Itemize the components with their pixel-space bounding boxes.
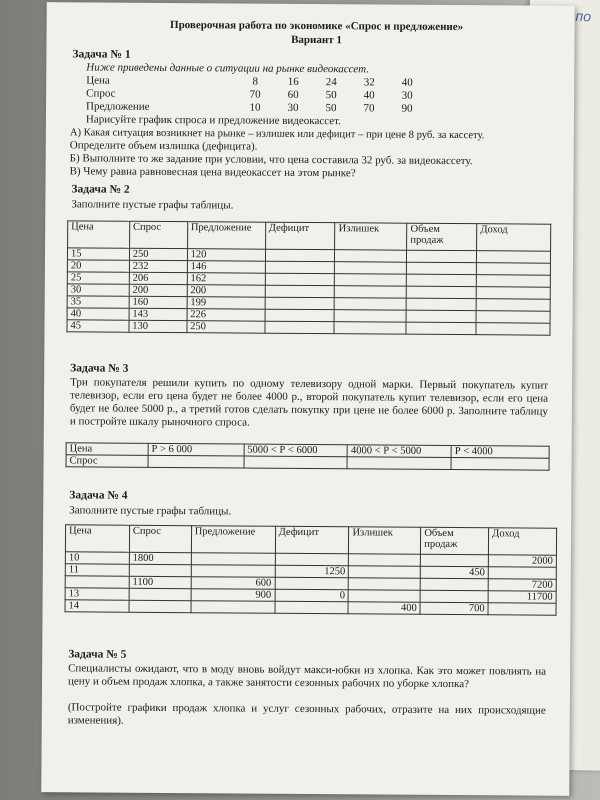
table-cell xyxy=(335,310,407,323)
table-cell: 232 xyxy=(129,260,187,272)
table-cell: 200 xyxy=(129,284,187,296)
table-cell: 226 xyxy=(187,309,265,322)
table-cell: 25 xyxy=(67,272,129,284)
table-cell xyxy=(265,273,335,285)
table-cell xyxy=(476,287,550,300)
task4-heading: Задача № 4 xyxy=(69,489,128,502)
table-header-cell: Объем продаж xyxy=(421,527,489,554)
table-cell xyxy=(265,321,335,333)
table-header-cell: Р > 6 000 xyxy=(148,443,244,456)
worksheet xyxy=(41,2,575,796)
table-header-cell: Объем продаж xyxy=(407,223,477,250)
table-cell: 143 xyxy=(129,308,187,320)
table-cell: 11700 xyxy=(488,591,556,603)
table-cell: 0 xyxy=(275,589,349,602)
table-cell xyxy=(476,275,550,288)
task1-cell: 10 xyxy=(249,101,261,114)
table-cell: 14 xyxy=(65,600,129,612)
table-cell xyxy=(488,603,556,615)
table-cell: 35 xyxy=(67,296,129,308)
task2-table xyxy=(66,220,551,335)
table-cell: 20 xyxy=(67,260,129,272)
table-header-cell: Предложение xyxy=(187,222,265,250)
task5-heading: Задача № 5 xyxy=(68,648,127,661)
table-cell xyxy=(477,251,551,264)
table-cell: 15 xyxy=(67,248,129,260)
table-header-cell: Доход xyxy=(489,528,557,555)
table-cell: 10 xyxy=(65,552,129,564)
table-cell: 200 xyxy=(187,285,265,298)
table-cell: 1100 xyxy=(129,576,191,588)
table-cell: 160 xyxy=(129,296,187,308)
task1-cell: 70 xyxy=(363,102,375,115)
table-header-cell: Доход xyxy=(477,224,551,252)
variant-label: Вариант 1 xyxy=(291,33,342,47)
table-cell xyxy=(129,564,191,576)
task5-text: Специалисты ожидают, что в моду вновь войдут макси-юбки из хлопка. Как это может повлиять на цену и объем продаж хлопка, а также занятости сезонных рабочих по уборке хлопка? xyxy=(67,662,547,691)
table-cell xyxy=(406,310,476,322)
table-header-cell: 5000 < Р < 6000 xyxy=(244,444,348,457)
table-cell: 199 xyxy=(187,297,265,310)
page-title: Проверочная работа по экономике «Спрос и предложение» xyxy=(169,19,464,34)
table-cell: 450 xyxy=(421,566,489,578)
back-page-handwriting-top: по xyxy=(575,7,592,25)
table-cell: 40 xyxy=(67,308,129,320)
task1-intro: Ниже приведены данные о ситуации на рынке видеокассет. xyxy=(86,61,370,76)
table-cell xyxy=(265,297,335,309)
task1-row-label: Предложение xyxy=(85,100,150,113)
table-cell xyxy=(476,311,550,324)
table-header-cell: Дефицит xyxy=(275,526,349,554)
table-cell: 900 xyxy=(191,589,275,602)
task2-heading: Задача № 2 xyxy=(71,183,130,196)
task2-intro: Заполните пустые графы таблицы. xyxy=(71,198,234,212)
table-cell xyxy=(275,601,349,614)
table-cell xyxy=(335,298,407,311)
table-header-cell: Излишек xyxy=(349,527,421,555)
table-header-cell: Р < 4000 xyxy=(451,446,549,459)
table-header-cell: Спрос xyxy=(129,525,191,552)
table-cell xyxy=(488,567,556,579)
task1-cell: 16 xyxy=(287,75,299,88)
table-cell xyxy=(349,566,421,579)
task1-question-b: Б) Выполните то же задание при условии, что цена составила 32 руб. за видеокассету. xyxy=(69,152,473,168)
table-cell xyxy=(407,286,477,298)
table-cell: 45 xyxy=(67,320,129,332)
task1-cell: 30 xyxy=(401,89,413,102)
table-cell: 2000 xyxy=(488,555,556,567)
table-cell xyxy=(148,455,244,468)
table-cell xyxy=(407,274,477,286)
table-cell xyxy=(407,250,477,262)
task1-cell: 60 xyxy=(287,88,299,101)
table-cell xyxy=(421,554,489,566)
table-cell xyxy=(406,298,476,310)
table-cell xyxy=(335,286,407,299)
table-header-cell: Спрос xyxy=(129,221,187,248)
table-header-cell: Предложение xyxy=(191,526,275,554)
table-header-cell: Излишек xyxy=(335,223,407,251)
task4-table xyxy=(65,524,558,615)
table-cell xyxy=(335,250,407,263)
task1-question-a-volume: Определите объем излишка (дефицита). xyxy=(69,139,258,153)
table-cell xyxy=(191,601,275,614)
task1-question-a: А) Какая ситуация возникнет на рынке – излишек или дефицит – при цене 8 руб. за кассету. xyxy=(69,127,485,142)
task1-cell: 50 xyxy=(325,102,337,115)
table-cell: 7200 xyxy=(488,579,556,591)
table-cell xyxy=(477,263,551,276)
table-cell: 1800 xyxy=(129,552,191,564)
table-cell xyxy=(265,261,335,273)
task1-cell: 30 xyxy=(287,101,299,114)
table-header-row xyxy=(65,525,556,555)
table-cell xyxy=(191,565,275,578)
task1-question-c: В) Чему равна равновесная цена видеокассет на этом рынке? xyxy=(69,165,356,180)
table-cell xyxy=(191,553,275,566)
table-cell xyxy=(476,299,550,312)
table-cell: 13 xyxy=(65,588,129,600)
table-cell: 700 xyxy=(420,602,488,614)
task1-cell: 50 xyxy=(325,89,337,102)
task1-cell: 90 xyxy=(401,102,413,115)
table-cell: 30 xyxy=(67,284,129,296)
table-cell xyxy=(129,600,191,612)
task1-cell: 40 xyxy=(401,76,413,89)
table-row xyxy=(67,320,550,335)
table-cell xyxy=(129,588,191,600)
table-cell xyxy=(420,590,488,602)
table-cell: 1250 xyxy=(275,565,349,578)
task1-cell: 70 xyxy=(249,88,261,101)
task1-draw-instruction: Нарисуйте график спроса и предложение видеокассет. xyxy=(85,113,341,128)
table-header-row xyxy=(68,221,551,251)
task4-intro: Заполните пустые графы таблицы. xyxy=(69,504,232,518)
table-cell xyxy=(349,590,421,603)
table-cell xyxy=(265,249,335,261)
task1-heading: Задача № 1 xyxy=(72,48,131,61)
table-cell: 600 xyxy=(191,577,275,590)
task3-heading: Задача № 3 xyxy=(70,362,129,375)
table-row-label: Спрос xyxy=(66,455,148,468)
table-cell xyxy=(349,554,421,567)
table-cell: 120 xyxy=(187,249,265,262)
table-row xyxy=(65,600,556,615)
table-cell xyxy=(476,323,550,336)
table-cell xyxy=(65,576,129,588)
table-cell xyxy=(420,578,488,590)
table-cell xyxy=(451,458,549,471)
table-cell: 11 xyxy=(65,564,129,576)
task1-row-label: Спрос xyxy=(86,87,116,100)
task1-cell: 8 xyxy=(252,75,259,88)
table-header-cell: 4000 < Р < 5000 xyxy=(348,445,452,458)
task1-cell: 24 xyxy=(325,76,337,89)
table-cell: 130 xyxy=(129,320,187,332)
task1-row-label: Цена xyxy=(86,74,110,87)
table-cell xyxy=(275,553,349,566)
task1-cell: 40 xyxy=(363,89,375,102)
table-cell xyxy=(335,262,407,275)
table-cell xyxy=(265,309,335,321)
table-cell: 250 xyxy=(187,321,265,334)
task3-table xyxy=(66,442,550,470)
table-cell xyxy=(265,285,335,297)
table-cell xyxy=(406,322,476,334)
table-cell: 146 xyxy=(187,261,265,274)
table-cell xyxy=(347,457,451,470)
table-header-cell: Цена xyxy=(66,443,148,456)
table-cell: 206 xyxy=(129,272,187,284)
task3-text: Три покупателя решили купить по одному телевизору одной марки. Первый покупатель купит телевизор, если его цена будет не более 4000 р., второй покупатель купит телевизор, если его цена будет не более 5000 р., а третий готов сделать покупку при цене не более 6000 р. Заполните таблицу и постройте шкалу рыночного спроса. xyxy=(69,376,549,429)
table-cell: 162 xyxy=(187,273,265,286)
table-cell xyxy=(244,456,348,469)
table-cell: 400 xyxy=(348,602,420,615)
table-header-cell: Цена xyxy=(65,525,129,552)
table-cell xyxy=(335,274,407,287)
table-cell xyxy=(275,577,349,590)
table-cell xyxy=(334,322,406,335)
table-cell xyxy=(349,578,421,591)
table-cell xyxy=(407,262,477,274)
table-header-cell: Цена xyxy=(68,221,130,248)
task5-note: (Постройте графики продаж хлопка и услуг сезонных рабочих, отразите на них происходящие изменения). xyxy=(67,701,546,727)
task1-cell: 32 xyxy=(363,76,375,89)
table-cell: 250 xyxy=(129,248,187,260)
table-header-cell: Дефицит xyxy=(265,222,335,249)
